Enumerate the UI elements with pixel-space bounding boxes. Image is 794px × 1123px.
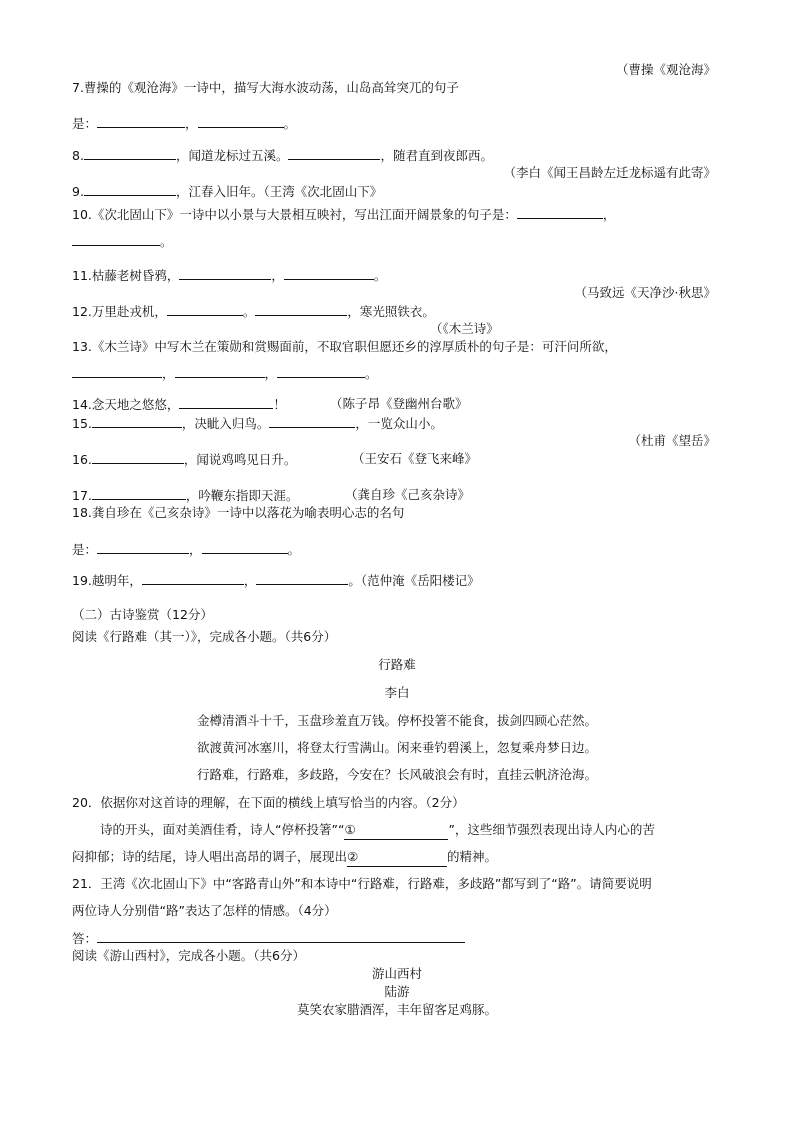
poem1-line-3: 行路难，行路难，多歧路，今安在？长风破浪会有时，直挂云帆济沧海。 [196,767,597,782]
q20-prompt: 20．依据你对这首诗的理解，在下面的横线上填写恰当的内容。（2分） [72,795,465,810]
q10-blank-2[interactable] [72,232,160,246]
q14-source: （陈子昂《登幽州台歌》 [330,396,468,411]
q9-blank[interactable] [84,182,176,196]
q7-answer-line: 是： ， 。 [72,116,297,131]
q21-answer: 答： [72,929,465,948]
q12-blank-1[interactable] [167,302,243,316]
q9-line: 9. ，江春入旧年。（王湾《次北固山下》 [72,184,383,199]
q15-source: （杜甫《望岳》 [628,433,716,448]
q13-prompt: 13.《木兰诗》中写木兰在策勋和赏赐面前，不取官职但愿还乡的淳厚质朴的句子是：可汗问所欲， [72,339,617,354]
poem1-title: 行路难 [378,657,416,672]
q8-blank-1[interactable] [84,146,176,160]
q7-prompt: 7.曹操的《观沧海》一诗中，描写大海水波动荡，山岛高耸突兀的句子 [72,80,459,95]
q21-line-1: 21．王湾《次北固山下》中“客路青山外”和本诗中“行路难，行路难，多歧路”都写到了“路”。请简要说明 [72,876,652,891]
q10-line2: 。 [72,232,173,251]
q8-line: 8. ，闻道龙标过五溪。 ，随君直到夜郎西。 [72,148,493,163]
q13-blank-3[interactable] [277,364,365,378]
q16-line: 16. ，闻说鸡鸣见日升。 [72,452,297,467]
poem2-line-1: 莫笑农家腊酒浑，丰年留客足鸡豚。 [296,1002,497,1017]
q13-blank-1[interactable] [72,364,162,378]
q17-line: 17. ，吟鞭东指即天涯。 [72,488,299,503]
q15-blank-2[interactable] [269,414,355,428]
q14-blank[interactable] [179,395,273,409]
q18-blank-2[interactable] [202,540,288,554]
read-instruction-2: 阅读《游山西村》，完成各小题。（共6分） [72,948,305,963]
q6-source: （曹操《观沧海》 [615,62,716,77]
q20-blank-1[interactable]: ① [344,821,448,840]
q15-line: 15. ，决眦入归鸟。 ，一览众山小。 [72,416,443,431]
q21-answer-blank[interactable] [97,929,465,943]
q14-line: 14.念天地之悠悠， ！ [72,397,286,412]
q20-line-2: 闷抑郁；诗的结尾，诗人唱出高昂的调子，展现出② 的精神。 [72,848,497,867]
q11-blank-2[interactable] [284,266,374,280]
q20-blank-2[interactable]: ② [347,848,447,867]
q12-blank-2[interactable] [255,302,347,316]
poem1-line-1: 金樽清酒斗十千，玉盘珍羞直万钱。停杯投箸不能食，拔剑四顾心茫然。 [196,713,597,728]
poem2-title: 游山西村 [371,966,422,981]
poem2-author: 陆游 [384,984,410,999]
q18-answer-line: 是： ， 。 [72,542,301,557]
read-instruction-1: 阅读《行路难（其一）》，完成各小题。（共6分） [72,629,337,644]
q20-line-1: 诗的开头，面对美酒佳肴，诗人“停杯投箸”“① ”，这些细节强烈表现出诗人内心的苦 [100,821,655,840]
q18-prompt: 18.龚自珍在《己亥杂诗》一诗中以落花为喻表明心志的名句 [72,505,405,520]
q19-blank-1[interactable] [142,571,244,585]
poem1-author: 李白 [384,685,410,700]
q19-blank-2[interactable] [256,571,348,585]
q17-source: （龚自珍《己亥杂诗》 [345,487,471,502]
q15-blank-1[interactable] [92,414,182,428]
q10-line: 10.《次北固山下》一诗中以小景与大景相互映衬，写出江面开阔景象的句子是： ， [72,207,616,222]
q11-blank-1[interactable] [179,266,271,280]
q13-blank-2[interactable] [175,364,265,378]
q17-blank[interactable] [92,486,186,500]
q8-source: （李白《闻王昌龄左迁龙标遥有此寄》 [503,165,716,180]
q16-source: （王安石《登飞来峰》 [352,451,478,466]
q10-blank-1[interactable] [517,205,603,219]
q7-blank-2[interactable] [198,114,284,128]
q18-blank-1[interactable] [97,540,189,554]
q12-source: （《木兰诗》 [430,321,499,336]
q13-answer-line: ， ， 。 [72,364,378,383]
q7-blank-1[interactable] [97,114,185,128]
poem1-line-2: 欲渡黄河冰塞川，将登太行雪满山。闲来垂钓碧溪上，忽复乘舟梦日边。 [196,740,597,755]
section-title: （二）古诗鉴赏（12分） [72,607,213,622]
q12-line: 12.万里赴戎机， 。 ，寒光照铁衣。 [72,304,435,319]
q21-line-2: 两位诗人分别借“路”表达了怎样的情感。（4分） [72,903,337,918]
q11-line: 11.枯藤老树昏鸦， ， 。 [72,268,387,283]
q8-blank-2[interactable] [288,146,380,160]
q19-line: 19.越明年， ， 。（范仲淹《岳阳楼记》 [72,573,480,588]
q16-blank[interactable] [92,450,184,464]
q11-source: （马致远《天净沙·秋思》 [574,285,716,300]
